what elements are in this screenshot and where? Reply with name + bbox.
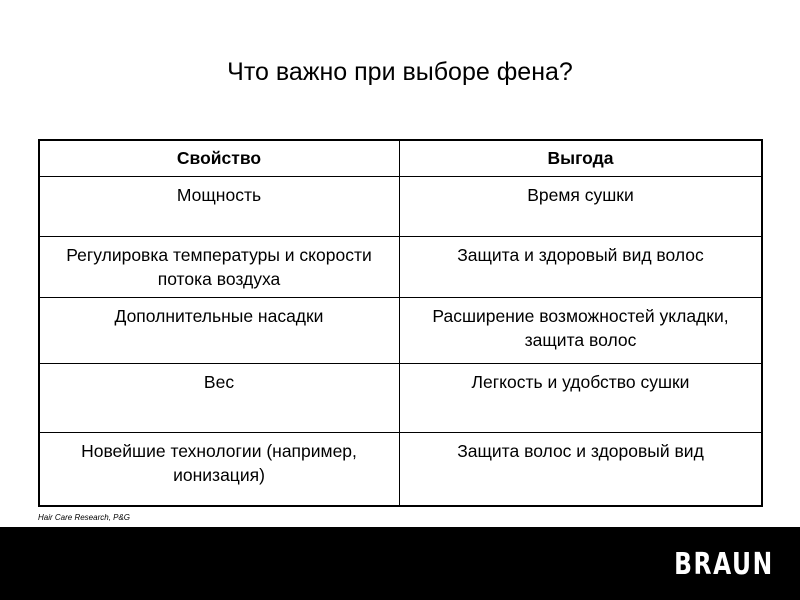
- braun-logo: BRAUN: [674, 547, 774, 582]
- benefit-cell: Время сушки: [400, 177, 762, 237]
- footer-bar: [0, 527, 800, 600]
- property-cell: Регулировка температуры и скорости потока воздуха: [39, 237, 400, 298]
- property-cell: Вес: [39, 364, 400, 433]
- table-row: [39, 298, 762, 364]
- benefit-cell: Легкость и удобство сушки: [400, 364, 762, 433]
- header-property: Свойство: [39, 140, 400, 177]
- table-header-row: [39, 140, 762, 177]
- table-row: [39, 364, 762, 433]
- benefit-cell: Защита волос и здоровый вид: [400, 433, 762, 507]
- table-row: [39, 237, 762, 298]
- header-benefit: Выгода: [400, 140, 762, 177]
- table-row: [39, 433, 762, 507]
- table-row: [39, 177, 762, 237]
- property-benefit-table: [38, 139, 762, 507]
- benefit-cell: Расширение возможностей укладки, защита волос: [400, 298, 762, 364]
- source-note: Hair Care Research, P&G: [38, 513, 131, 522]
- property-cell: Мощность: [39, 177, 400, 237]
- property-cell: Дополнительные насадки: [39, 298, 400, 364]
- property-cell: Новейшие технологии (например, ионизация): [39, 433, 400, 507]
- slide-title: Что важно при выборе фена?: [227, 58, 573, 86]
- benefit-cell: Защита и здоровый вид волос: [400, 237, 762, 298]
